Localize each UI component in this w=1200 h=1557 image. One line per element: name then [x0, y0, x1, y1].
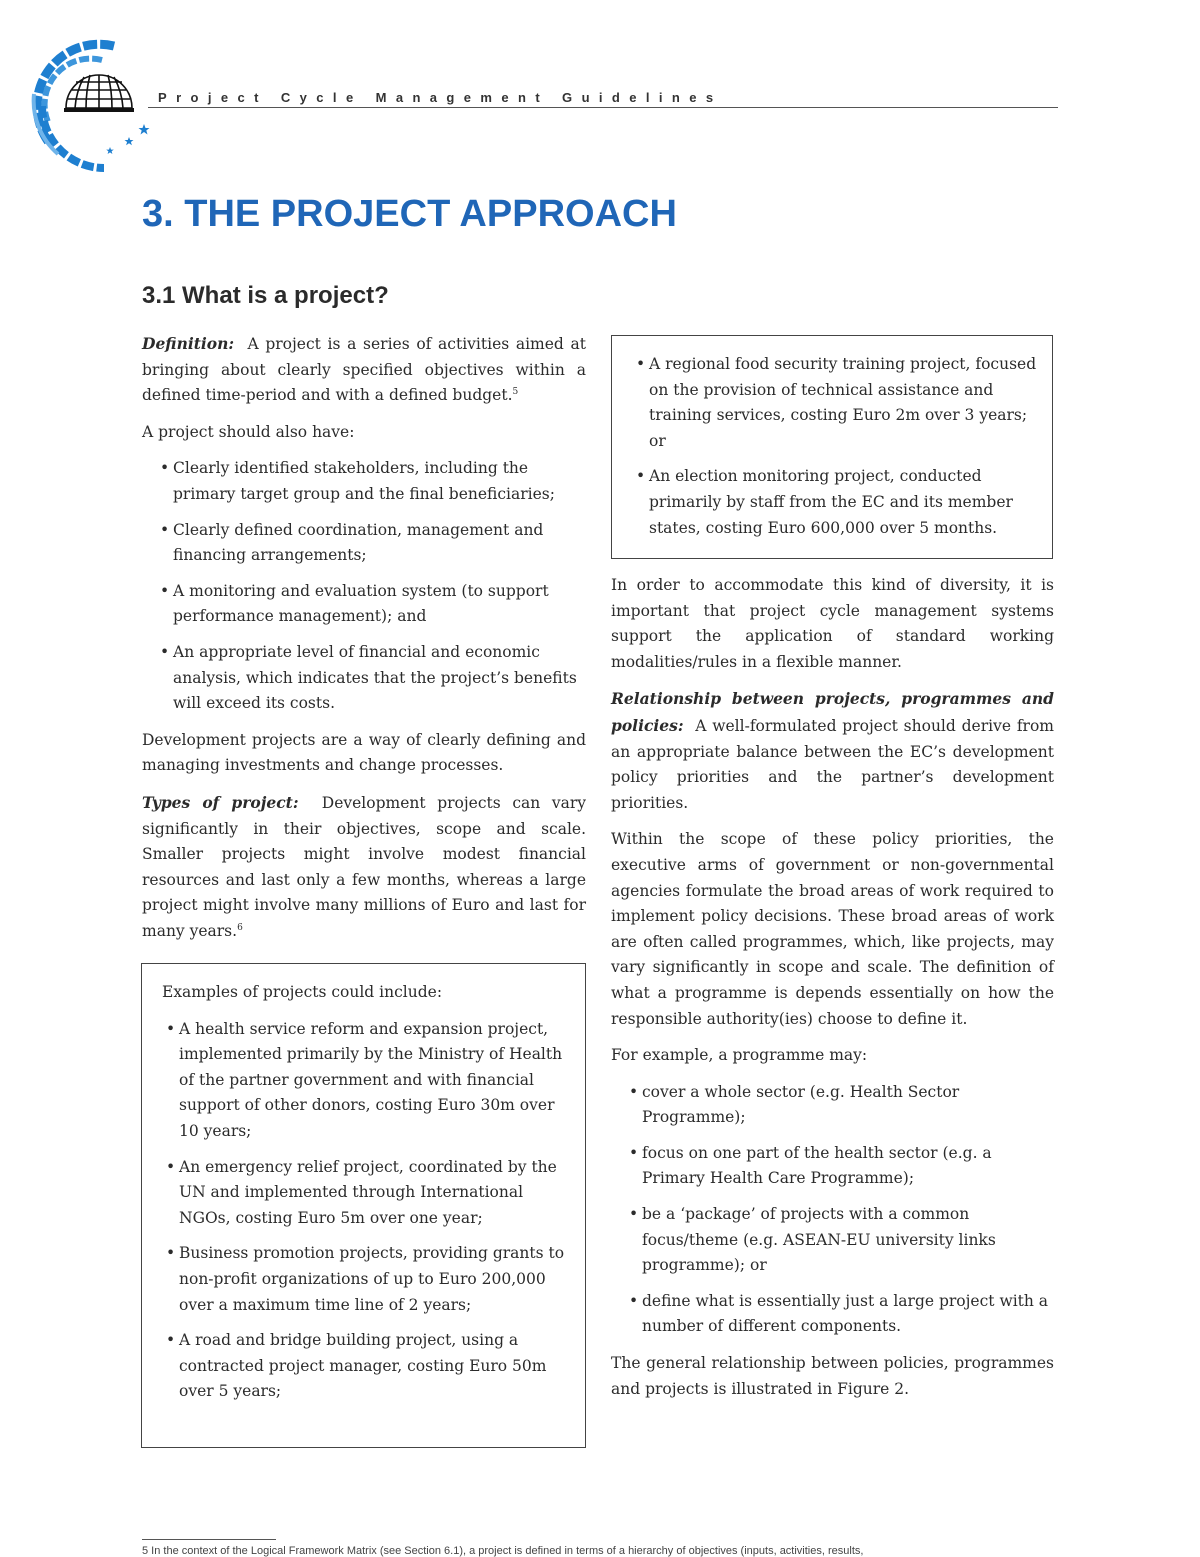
development-paragraph: Development projects are a way of clearly defining and managing investments and change processes. — [142, 730, 586, 775]
list-item: • An election monitoring project, conducted primarily by staff from the EC and its member states, costing Euro 600,000 over 5 months. — [618, 464, 1038, 541]
list-item: • focus on one part of the health sector (e.g. a Primary Health Care Programme); — [611, 1141, 1054, 1192]
left-column — [142, 331, 586, 955]
should-have-list — [142, 456, 586, 716]
list-item: • An emergency relief project, coordinated by the UN and implemented through International NGOs, costing Euro 5m over one year; — [148, 1155, 571, 1232]
running-header-title: Project Cycle Management Guidelines — [158, 90, 723, 105]
list-item: • be a ‘package’ of projects with a common focus/theme (e.g. ASEAN-EU university links programme); or — [611, 1202, 1054, 1279]
header-rule — [148, 107, 1058, 108]
list-item: • Business promotion projects, providing grants to non-profit organizations of up to Euro 200,000 over a maximum time line of 2 years; — [148, 1241, 571, 1318]
examples-list-right — [618, 352, 1038, 541]
footnote-ref: 6 — [237, 922, 243, 933]
types-label: Types of project: — [142, 792, 299, 812]
footnote-ref: 5 — [512, 387, 519, 398]
closing-paragraph: The general relationship between policies, programmes and projects is illustrated in Figure 2. — [611, 1354, 1054, 1398]
list-item: • Clearly defined coordination, management and financing arrangements; — [142, 518, 586, 569]
list-item: • A monitoring and evaluation system (to support performance management); and — [142, 579, 586, 630]
examples-box-right — [611, 335, 1053, 559]
list-item: • Clearly identified stakeholders, including the primary target group and the final beneficiaries; — [142, 456, 586, 507]
scope-paragraph: Within the scope of these policy priorities, the executive arms of government or non-governmental agencies formulate the broad areas of work required to implement policy decisions. These broad areas of work are often called programmes, which, like projects, may vary significantly in scope and scale. The definition of what a programme is depends essentially on how the responsible authority(ies) choose to define it. — [611, 830, 1054, 1028]
should-have-intro: A project should also have: — [142, 422, 355, 441]
chapter-title: 3. THE PROJECT APPROACH — [142, 193, 677, 235]
footnote-rule — [142, 1539, 276, 1540]
examples-intro: Examples of projects could include: — [162, 983, 443, 1001]
types-paragraph — [142, 790, 586, 945]
examples-box-left — [141, 963, 586, 1448]
examples-list-left — [148, 1017, 571, 1405]
definition-paragraph — [142, 331, 586, 409]
diversity-paragraph: In order to accommodate this kind of diversity, it is important that project cycle management systems support the application of standard working modalities/rules in a flexible manner. — [611, 576, 1054, 671]
relationship-label: Relationship between projects, programmes and policies: — [611, 689, 1054, 735]
list-item: • cover a whole sector (e.g. Health Sector Programme); — [611, 1080, 1054, 1131]
section-title: 3.1 What is a project? — [142, 282, 389, 309]
list-item: • A regional food security training project, focused on the provision of technical assistance and training services, costing Euro 2m over 3 years; or — [618, 352, 1038, 454]
list-item: • An appropriate level of financial and economic analysis, which indicates that the project’s benefits will exceed its costs. — [142, 640, 586, 717]
relationship-text: A well-formulated project should derive from an appropriate balance between the EC’s development policy priorities and the partner’s development priorities. — [611, 716, 1054, 812]
list-item: • A road and bridge building project, using a contracted project manager, costing Euro 50m over 5 years; — [148, 1328, 571, 1405]
programme-list — [611, 1080, 1054, 1340]
list-item: • A health service reform and expansion project, implemented primarily by the Ministry of Health of the partner government and with financial support of other donors, costing Euro 30m over 10 years; — [148, 1017, 571, 1145]
definition-label: Definition: — [142, 334, 235, 353]
types-text: Development projects can vary significantly in their objectives, scope and scale. Smaller projects might involve modest financial resources and last only a few months, whereas a large project might involve many millions of Euro and last for many years. — [142, 793, 586, 940]
ec-globe-logo — [28, 36, 158, 176]
list-item: • define what is essentially just a large project with a number of different components. — [611, 1289, 1054, 1340]
example-intro: For example, a programme may: — [611, 1046, 868, 1065]
relationship-paragraph — [611, 686, 1054, 816]
right-column — [611, 573, 1054, 1413]
definition-text: A project is a series of activities aimed at bringing about clearly specified objectives within a defined time-period and with a defined budget. — [142, 335, 586, 405]
footnote-text: 5 In the context of the Logical Framework Matrix (see Section 6.1), a project is defined in terms of a hierarchy of objectives (inputs, activities, results, — [142, 1545, 864, 1557]
